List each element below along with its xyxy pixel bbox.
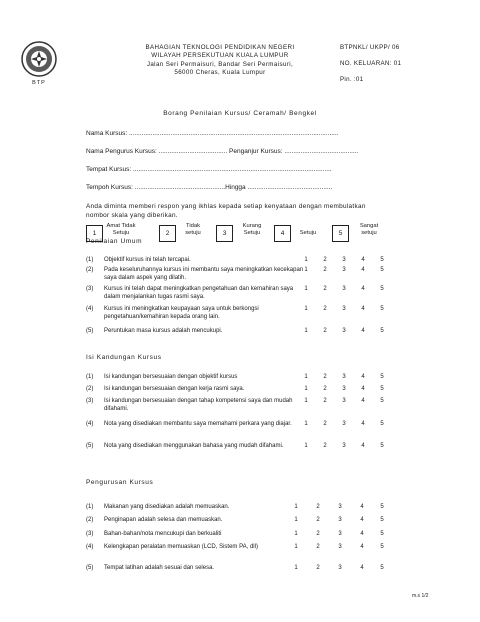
question-number: (1) [86,504,94,510]
rating-option-2[interactable]: 2 [323,286,327,292]
rating-option-5[interactable]: 5 [380,398,384,404]
question-number: (2) [86,386,94,392]
rating-option-3[interactable]: 3 [338,517,342,523]
rating-option-5[interactable]: 5 [380,504,384,510]
rating-option-4[interactable]: 4 [361,398,365,404]
section-title: Penilaian Umum [86,238,143,245]
rating-option-4[interactable]: 4 [361,374,365,380]
rating-option-5[interactable]: 5 [380,306,384,312]
rating-option-2[interactable]: 2 [316,517,320,523]
rating-option-4[interactable]: 4 [361,328,365,334]
question-number: (4) [86,544,94,550]
rating-option-3[interactable]: 3 [342,328,346,334]
rating-option-5[interactable]: 5 [380,443,384,449]
logo-caption: BTP [32,80,46,86]
scale-label-5: Sangat setuju [359,223,379,236]
rating-option-3[interactable]: 3 [342,386,346,392]
rating-option-4[interactable]: 4 [360,517,364,523]
rating-option-3[interactable]: 3 [338,531,342,537]
rating-option-4[interactable]: 4 [360,565,364,571]
scale-box-1: 1 [86,225,103,242]
header-line-3: Jalan Seri Permaisuri, Bandar Seri Permaisuri, [146,60,294,68]
question-text: Tempat latihan adalah sesuai dan selesa. [104,565,215,571]
rating-option-2[interactable]: 2 [323,443,327,449]
rating-option-2[interactable]: 2 [323,328,327,334]
question-number: (3) [86,531,94,537]
rating-option-2[interactable]: 2 [323,421,327,427]
question-number: (4) [86,306,94,312]
header-line-1: BAHAGIAN TEKNOLOGI PENDIDIKAN NEGERI [145,44,295,51]
rating-option-2[interactable]: 2 [323,257,327,263]
question-number: (4) [86,421,94,427]
question-text: Pada keseluruhannya kursus ini membantu saya meningkatkan kecekapan saya dalam aspek yang dilatih. [104,267,304,281]
rating-option-2[interactable]: 2 [323,386,327,392]
rating-option-5[interactable]: 5 [380,565,384,571]
scale-box-4: 4 [274,225,291,242]
rating-option-1[interactable]: 1 [304,398,308,404]
scale-box-5: 5 [332,225,349,242]
question-text: Nota yang disediakan membantu saya memahami perkara yang diajar. [104,421,292,427]
rating-option-4[interactable]: 4 [360,504,364,510]
scale-box-3: 3 [216,225,233,242]
rating-option-1[interactable]: 1 [304,286,308,292]
rating-option-5[interactable]: 5 [380,374,384,380]
section-title: Pengurusan Kursus [86,479,154,486]
rating-option-5[interactable]: 5 [380,531,384,537]
scale-label-2: Tidak setuju [185,223,201,236]
rating-option-3[interactable]: 3 [342,286,346,292]
rating-option-4[interactable]: 4 [361,421,365,427]
rating-option-4[interactable]: 4 [361,306,365,312]
question-number: (5) [86,328,94,334]
question-text: Peruntukan masa kursus adalah mencukupi. [104,328,223,334]
rating-option-1[interactable]: 1 [304,257,308,263]
rating-option-5[interactable]: 5 [380,421,384,427]
rating-option-3[interactable]: 3 [342,374,346,380]
question-text: Kursus ini meningkatkan keupayaan saya untuk berkongsi pengetahuan/kemahiran kepada orang lain. [104,306,259,320]
question-text: Isi kandungan bersesuaian dengan tahap kompetensi saya dan mudah difahami. [104,398,293,412]
rating-option-5[interactable]: 5 [380,257,384,263]
rating-option-5[interactable]: 5 [380,328,384,334]
question-text: Penginapan adalah selesa dan memuaskan. [104,517,223,523]
rating-option-1[interactable]: 1 [304,421,308,427]
rating-option-4[interactable]: 4 [361,443,365,449]
question-text: Isi kandungan bersesuaian dengan objektif kursus [104,374,238,380]
question-text: Objektif kursus ini telah tercapai. [104,257,191,263]
question-text: Bahan-bahan/nota mencukupi dan berkualiti [104,531,222,537]
question-number: (2) [86,267,94,273]
rating-option-4[interactable]: 4 [360,544,364,550]
rating-option-1[interactable]: 1 [294,531,298,537]
organisation-header [120,44,320,78]
rating-option-5[interactable]: 5 [380,386,384,392]
section-title: Isi Kandungan Kursus [86,354,162,361]
rating-option-1[interactable]: 1 [304,443,308,449]
scale-label-4: Setuju [299,230,317,236]
rating-option-4[interactable]: 4 [361,257,365,263]
rating-option-1[interactable]: 1 [294,517,298,523]
rating-option-1[interactable]: 1 [294,544,298,550]
question-number: (3) [86,398,94,404]
rating-option-1[interactable]: 1 [294,504,298,510]
doc-page: Pin. :01 [340,76,364,83]
rating-option-3[interactable]: 3 [342,267,346,273]
rating-option-5[interactable]: 5 [380,286,384,292]
rating-option-1[interactable]: 1 [304,267,308,273]
question-text: Kursus ini telah dapat meningkatkan pengetahuan dan kemahiran saya dalam menjalankan tugas rasmi saya. [104,286,294,300]
form-title: Borang Penilaian Kursus/ Ceramah/ Bengkel [163,110,317,117]
rating-option-3[interactable]: 3 [338,565,342,571]
rating-option-3[interactable]: 3 [342,257,346,263]
question-number: (5) [86,443,94,449]
rating-option-4[interactable]: 4 [361,286,365,292]
page-footer: m.s 1/2 [412,593,429,599]
rating-option-1[interactable]: 1 [304,374,308,380]
rating-option-2[interactable]: 2 [316,544,320,550]
rating-option-2[interactable]: 2 [323,398,327,404]
rating-option-3[interactable]: 3 [338,544,342,550]
scale-label-3: Kurang Setuju [242,223,262,236]
doc-issue: NO. KELUARAN: 01 [340,60,402,67]
question-number: (2) [86,517,94,523]
rating-option-1[interactable]: 1 [304,328,308,334]
rating-option-3[interactable]: 3 [338,504,342,510]
question-number: (5) [86,565,94,571]
course-name-field[interactable]: Nama Kursus: .................................................................................................................... [86,130,339,137]
rating-option-2[interactable]: 2 [323,267,327,273]
scale-box-2: 2 [159,225,176,242]
question-number: (3) [86,286,94,292]
header-line-2: WILAYAH PERSEKUTUAN KUALA LUMPUR [151,52,289,60]
rating-option-1[interactable]: 1 [294,565,298,571]
rating-option-4[interactable]: 4 [360,531,364,537]
btp-logo-icon [20,40,58,78]
rating-option-3[interactable]: 3 [342,443,346,449]
rating-option-5[interactable]: 5 [380,544,384,550]
question-number: (1) [86,374,94,380]
question-text: Nota yang disediakan menggunakan bahasa yang mudah difahami. [104,443,284,449]
rating-option-3[interactable]: 3 [342,421,346,427]
rating-option-4[interactable]: 4 [361,267,365,273]
period-field[interactable]: Tempoh Kursus: ..................................................Hingga ............................................... [86,184,333,191]
rating-option-2[interactable]: 2 [323,374,327,380]
rating-option-2[interactable]: 2 [323,306,327,312]
question-text: Kelengkapan peralatan memuaskan (LCD, Sistem PA, dll) [104,544,258,550]
organiser-field[interactable]: Nama Pengurus Kursus: ...................................... Penganjur Kursus: ......................................... [86,148,359,155]
rating-option-5[interactable]: 5 [380,267,384,273]
rating-option-1[interactable]: 1 [304,306,308,312]
question-text: Isi kandungan bersesuaian dengan kerja rasmi saya. [104,386,245,392]
question-number: (1) [86,257,94,263]
rating-option-2[interactable]: 2 [316,565,320,571]
question-text: Makanan yang disediakan adalah memuaskan. [104,504,230,510]
rating-option-3[interactable]: 3 [342,306,346,312]
rating-option-1[interactable]: 1 [304,386,308,392]
rating-option-2[interactable]: 2 [316,531,320,537]
rating-option-5[interactable]: 5 [380,517,384,523]
rating-option-4[interactable]: 4 [361,386,365,392]
venue-field[interactable]: Tempat Kursus: .............................................................................................................. [86,166,332,173]
rating-option-3[interactable]: 3 [342,398,346,404]
instructions: Anda diminta memberi respon yang ikhlas kepada setiap kenyataan dengan membulatkan nombor skala yang diberikan. [86,203,366,219]
doc-code: BTPNKL/ UKPP/ 06 [340,44,400,51]
rating-option-2[interactable]: 2 [316,504,320,510]
scale-label-1: Amat Tidak Setuju [106,223,136,236]
header-line-4: 56000 Cheras, Kuala Lumpur [174,69,266,77]
